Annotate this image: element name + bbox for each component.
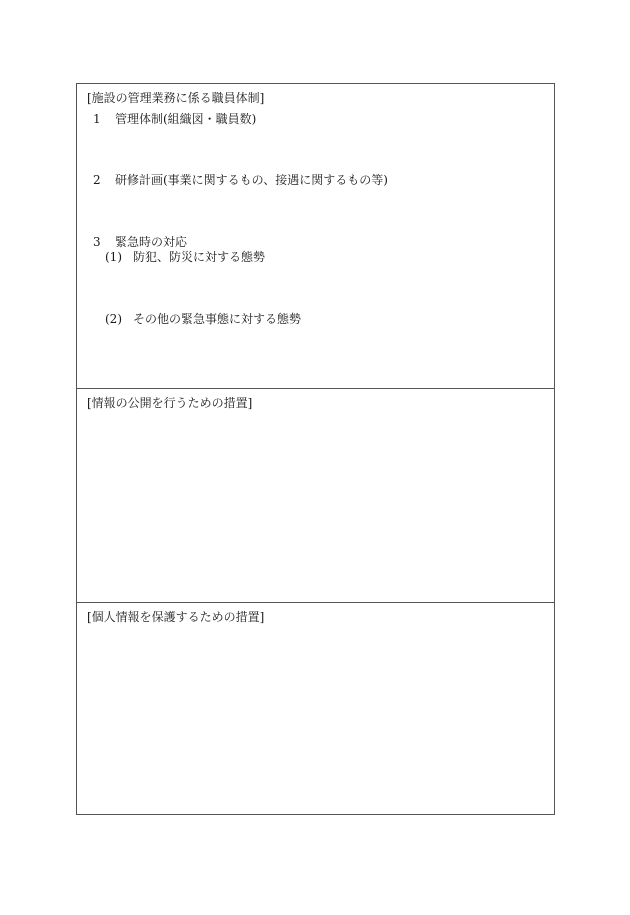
- privacy-protection-section: [77, 602, 554, 815]
- item-training-plan: [93, 172, 388, 188]
- staff-structure-section: [77, 84, 554, 388]
- info-disclosure-heading: [情報の公開を行うための措置]: [87, 396, 253, 410]
- item-number: 1: [93, 112, 101, 126]
- item-label: 研修計画(事業に関するもの、接遇に関するもの等): [115, 173, 388, 187]
- item-number: 2: [93, 173, 101, 187]
- subitem-label: その他の緊急事態に対する態勢: [133, 312, 302, 326]
- staff-structure-heading: [施設の管理業務に係る職員体制]: [87, 91, 265, 105]
- privacy-protection-heading: [個人情報を保護するための措置]: [87, 610, 265, 624]
- item-label: 緊急時の対応: [115, 235, 188, 249]
- subitem-number: (1): [105, 250, 122, 264]
- subitem-other-emergencies: [105, 311, 301, 327]
- subitem-crime-disaster-prevention: [105, 249, 265, 265]
- item-number: 3: [93, 235, 101, 249]
- item-emergency-response: [93, 234, 187, 250]
- subitem-label: 防犯、防災に対する態勢: [133, 250, 266, 264]
- management-plan-form: [76, 83, 555, 815]
- info-disclosure-section: [77, 388, 554, 602]
- item-management-structure: [93, 111, 256, 127]
- subitem-number: (2): [105, 312, 122, 326]
- item-label: 管理体制(組織図・職員数): [115, 112, 257, 126]
